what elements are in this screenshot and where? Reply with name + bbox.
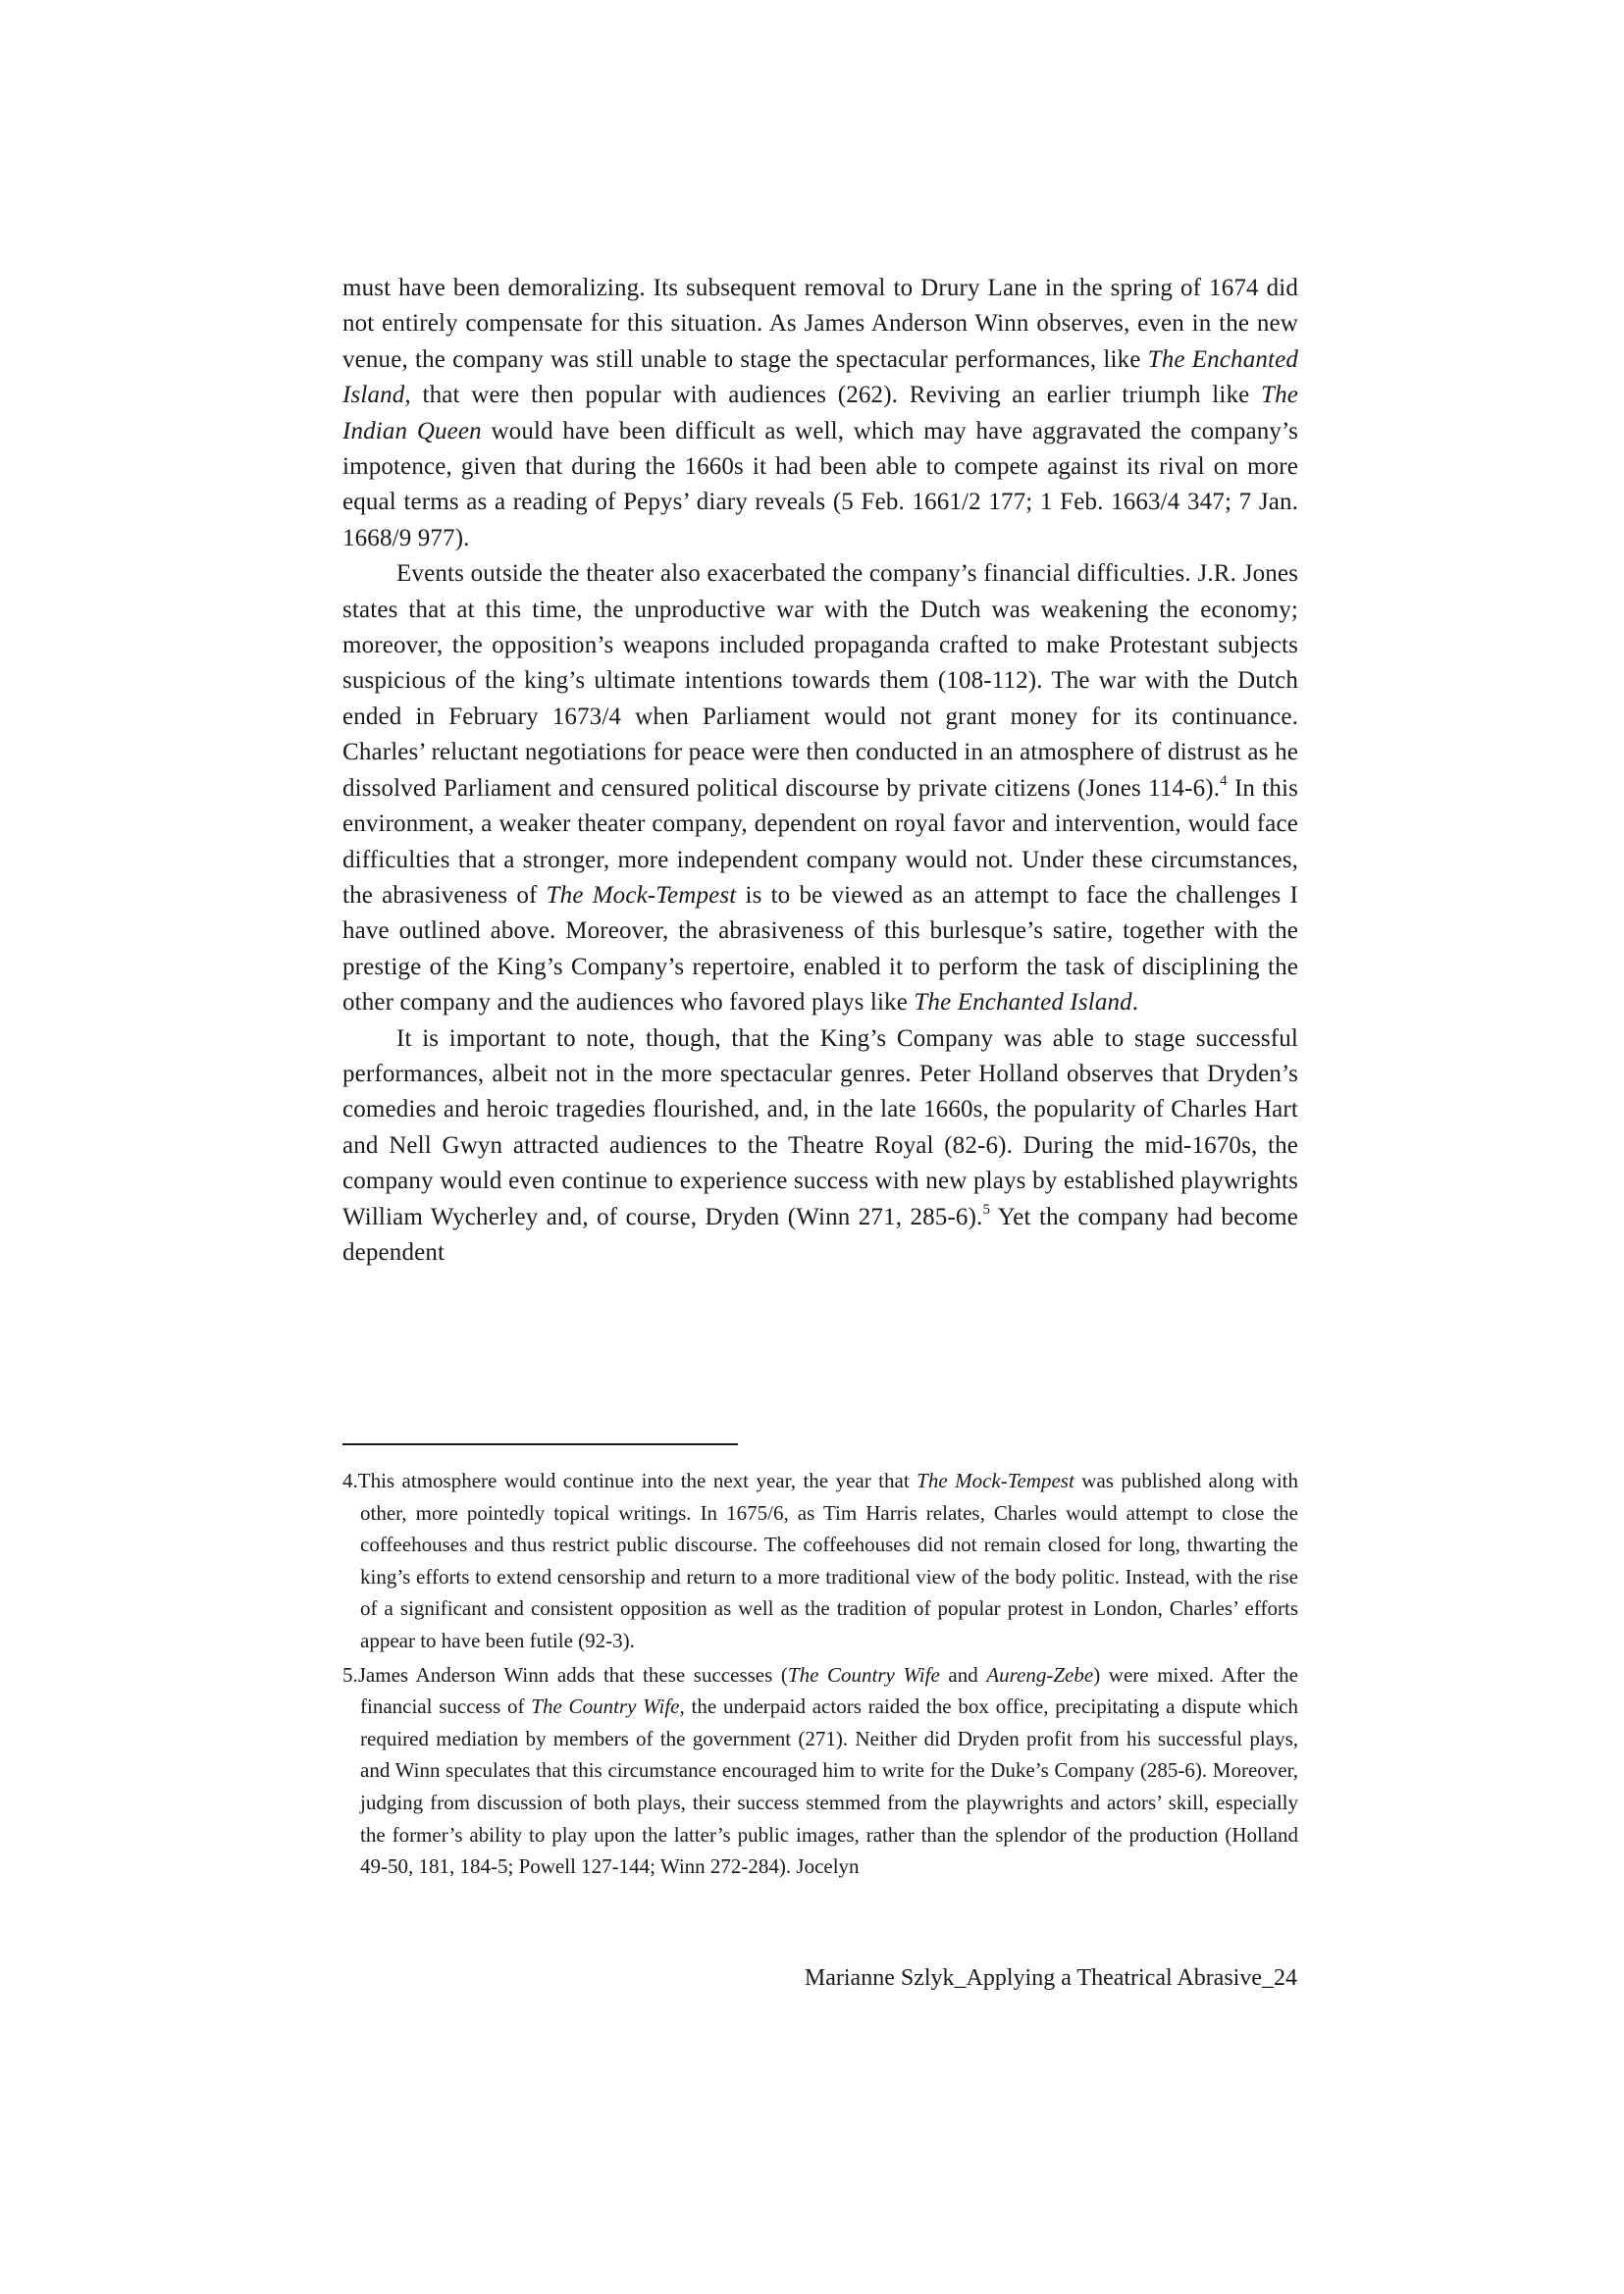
main-text [342,271,1298,1271]
footnote-5-text-4: , the underpaid actors raided the box office, precipitating a dispute which required mediation by members of the government (271). Neither did Dryden profit from his successful plays, and Winn speculates that this circumstance encouraged him to write for the Duke’s Company (285-6). Moreover, judging from discussion of both plays, their success stemmed from the playwrights and actors’ skill, especially the former’s ability to play upon the latter’s public images, rather than the splendor of the production (Holland 49-50, 181, 184-5; Powell 127-144; Winn 272-284). Jocelyn [360,1694,1299,1879]
footnote-5-text-3: ) were mixed. After the financial success of [360,1662,1298,1719]
footnote-5-text-2: and [939,1662,987,1687]
paragraph-1-text-3: would have been difficult as well, which may have aggravated the company’s impotence, given that during the 1660s it had been able to compete against its rival on more equal terms as a reading of Pepys’ diary reveals (5 Feb. 1661/2 177; 1 Feb. 1663/4 347; 7 Jan. 1668/9 977). [342,417,1298,551]
title-country-wife: The Country Wife [531,1694,680,1719]
footnote-4-text-1: 4.This atmosphere would continue into the next year, the year that [342,1469,917,1492]
paragraph-2-text-3: is to be viewed as an attempt to face the challenges I have outlined above. Moreover, the abrasiveness of this burlesque’s satire, together with the prestige of the King’s Company’s repertoire, enabled it to perform the task of disciplining the other company and the audiences who favored plays like [342,881,1298,1017]
title-aureng-zebe: Aureng-Zebe [986,1662,1094,1687]
paragraph-1-text-2: that were then popular with audiences (262). Reviving an earlier triumph like [410,382,1262,409]
paragraph-3-text-2: Yet the company had become dependent [342,1203,1298,1266]
footnote-4-text-2: was published along with other, more pointedly topical writings. In 1675/6, as Tim Harris relates, Charles would attempt to close the coffeehouses and thus restrict public discourse. The coffeehouses did not remain closed for long, thwarting the king’s efforts to extend censorship and return to a more traditional view of the body politic. Instead, with the rise of a significant and consistent opposition as well as the tradition of popular protest in London, Charles’ efforts appear to have been futile (92-3). [360,1469,1298,1652]
footnotes [342,1465,1298,1885]
footnote-ref-5: 5 [982,1202,991,1219]
footnote-4 [342,1465,1298,1657]
title-indian-queen: The Indian Queen [342,382,1298,444]
title-country-wife: The Country Wife [787,1662,940,1687]
title-mock-tempest: The Mock-Tempest [546,881,737,909]
footnote-separator [342,1443,738,1445]
running-footer: Marianne Szlyk_Applying a Theatrical Abrasive_24 [804,1965,1297,1991]
paragraph-2 [342,556,1298,1020]
title-enchanted-island: The Enchanted Island, [342,345,1298,409]
footnote-5 [342,1659,1298,1883]
paragraph-3-text-1: It is important to note, though, that the King’s Company was able to stage successful performances, albeit not in the more spectacular genres. Peter Holland observes that Dryden’s comedies and heroic tragedies flourished, and, in the late 1660s, the popularity of Charles Hart and Nell Gwyn attracted audiences to the Theatre Royal (82-6). During the mid-1670s, the company would even continue to experience success with new plays by established playwrights William Wycherley and, of course, Dryden (Winn 271, 285-6). [342,1024,1298,1230]
paragraph-2-text-2: In this environment, a weaker theater company, dependent on royal favor and intervention, would face difficulties that a stronger, more independent company would not. Under these circumstances, the abrasiveness of [342,774,1298,909]
paragraph-2-text-1: Events outside the theater also exacerbated the company’s financial difficulties. J.R. Jones states that at this time, the unproductive war with the Dutch was weakening the economy; moreover, the opposition’s weapons included propaganda crafted to make Protestant subjects suspicious of the king’s ultimate intentions towards them (108-112). The war with the Dutch ended in February 1673/4 when Parliament would not grant money for its continuance. Charles’ reluctant negotiations for peace were then conducted in an atmosphere of distrust as he dissolved Parliament and censured political discourse by private citizens (Jones 114-6). [342,560,1298,802]
footnote-ref-4: 4 [1220,773,1228,790]
paragraph-3 [342,1021,1298,1272]
paragraph-1 [342,271,1298,556]
title-enchanted-island: The Enchanted Island [914,989,1132,1017]
footnote-5-text-1: 5.James Anderson Winn adds that these successes ( [342,1662,788,1687]
paragraph-2-text-4: . [1131,989,1139,1017]
title-mock-tempest: The Mock-Tempest [917,1469,1074,1492]
paragraph-1-text-1: must have been demoralizing. Its subsequent removal to Drury Lane in the spring of 1674 did not entirely compensate for this situation. As James Anderson Winn observes, even in the new venue, the company was still unable to stage the spectacular performances, like [342,275,1298,373]
